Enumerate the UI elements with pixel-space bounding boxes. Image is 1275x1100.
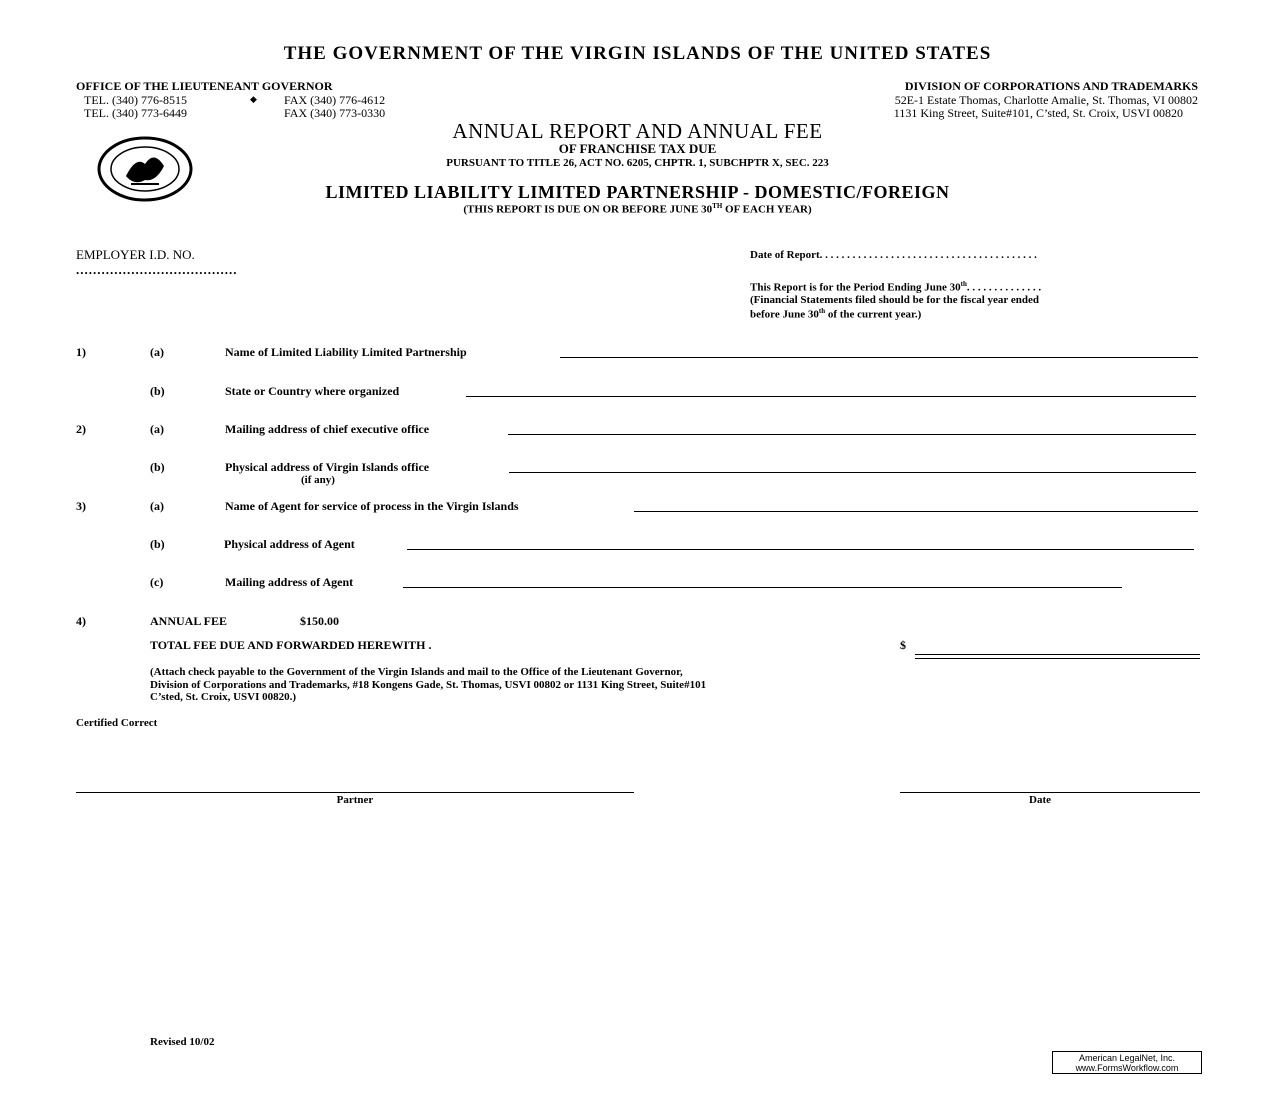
fax-1: FAX (340) 776-4612 — [284, 93, 386, 107]
partner-signature-field[interactable] — [76, 792, 634, 793]
item-4: 4) ANNUAL FEE $150.00 — [76, 614, 339, 628]
financial-note-2: before June 30th of the current year.) — [750, 307, 922, 321]
if-any-note: (if any) — [301, 474, 335, 486]
item-3c: (c) Mailing address of Agent — [76, 575, 1196, 591]
agent-mailing-address-field[interactable] — [403, 587, 1122, 588]
signature-date-field[interactable] — [900, 792, 1200, 793]
mailing-address-field[interactable] — [508, 434, 1196, 435]
office-name: OFFICE OF THE LIEUTENEANT GOVERNOR — [76, 79, 333, 93]
instructions-line-2: Division of Corporations and Trademarks, #18 Kongens Gade, St. Thomas, USVI 00802 or 1131 King Street, Suite#101 — [150, 679, 707, 691]
instructions-line-1: (Attach check payable to the Government of the Virgin Islands and mail to the Office of the Lieutenant Governor, — [150, 666, 683, 678]
division-name: DIVISION OF CORPORATIONS AND TRADEMARKS — [904, 79, 1198, 93]
due-date-note: (THIS REPORT IS DUE ON OR BEFORE JUNE 30TH OF EACH YEAR) — [463, 202, 812, 216]
date-of-report-field[interactable]: Date of Report. . . . . . . . . . . . . . . . . . . . . . . . . . . . . . . . . . . . . . . . — [750, 249, 1037, 261]
form-title: ANNUAL REPORT AND ANNUAL FEE — [452, 119, 823, 143]
employer-id-label: EMPLOYER I.D. NO. — [76, 247, 195, 262]
partner-label: Partner — [336, 794, 374, 806]
tel-1: TEL. (340) 776-8515 — [84, 93, 187, 107]
agent-physical-address-field[interactable] — [407, 549, 1194, 550]
form-subtitle: OF FRANCHISE TAX DUE — [558, 141, 717, 156]
division-address-1: 52E-1 Estate Thomas, Charlotte Amalie, St. Thomas, VI 00802 — [894, 93, 1198, 107]
partnership-name-field[interactable] — [560, 357, 1198, 358]
agent-name-field[interactable] — [634, 511, 1198, 512]
item-2b: (b) Physical address of Virgin Islands office — [76, 460, 1196, 476]
fax-2: FAX (340) 773-0330 — [284, 106, 386, 120]
item-1b: (b) State or Country where organized — [76, 384, 1196, 400]
period-ending-field: This Report is for the Period Ending June 30th. . . . . . . . . . . . . . — [750, 280, 1042, 294]
employer-id-field[interactable]: ...................................... — [76, 262, 238, 277]
revision-note: Revised 10/02 — [150, 1036, 215, 1048]
item-3a: 3) (a) Name of Agent for service of process in the Virgin Islands — [76, 499, 1196, 515]
vi-office-address-field[interactable] — [509, 472, 1196, 473]
date-label: Date — [1029, 794, 1051, 806]
statute-reference: PURSUANT TO TITLE 26, ACT NO. 6205, CHPTR. 1, SUBCHPTR X, SEC. 223 — [446, 157, 829, 169]
item-3b: (b) Physical address of Agent — [76, 537, 1196, 553]
item-2a: 2) (a) Mailing address of chief executive office — [76, 422, 1196, 438]
division-address-2: 1131 King Street, Suite#101, C’sted, St. Croix, USVI 00820 — [893, 106, 1183, 120]
total-fee-row: TOTAL FEE DUE AND FORWARDED HEREWITH . $ — [150, 638, 906, 652]
tel-2: TEL. (340) 773-6449 — [84, 106, 187, 120]
certified-correct-label: Certified Correct — [76, 717, 158, 729]
state-country-field[interactable] — [466, 396, 1196, 397]
financial-note-1: (Financial Statements filed should be for the fiscal year ended — [750, 294, 1039, 306]
publisher-stamp: American LegalNet, Inc. www.FormsWorkflow.com — [1052, 1051, 1202, 1074]
entity-type-heading: LIMITED LIABILITY LIMITED PARTNERSHIP - DOMESTIC/FOREIGN — [325, 182, 950, 202]
total-fee-field[interactable] — [915, 654, 1200, 659]
diamond-icon: ◆ — [250, 94, 257, 104]
instructions-line-3: C’sted, St. Croix, USVI 00820.) — [150, 691, 297, 703]
item-1a: 1) (a) Name of Limited Liability Limited Partnership — [76, 345, 1196, 361]
government-heading: THE GOVERNMENT OF THE VIRGIN ISLANDS OF THE UNITED STATES — [283, 43, 992, 64]
